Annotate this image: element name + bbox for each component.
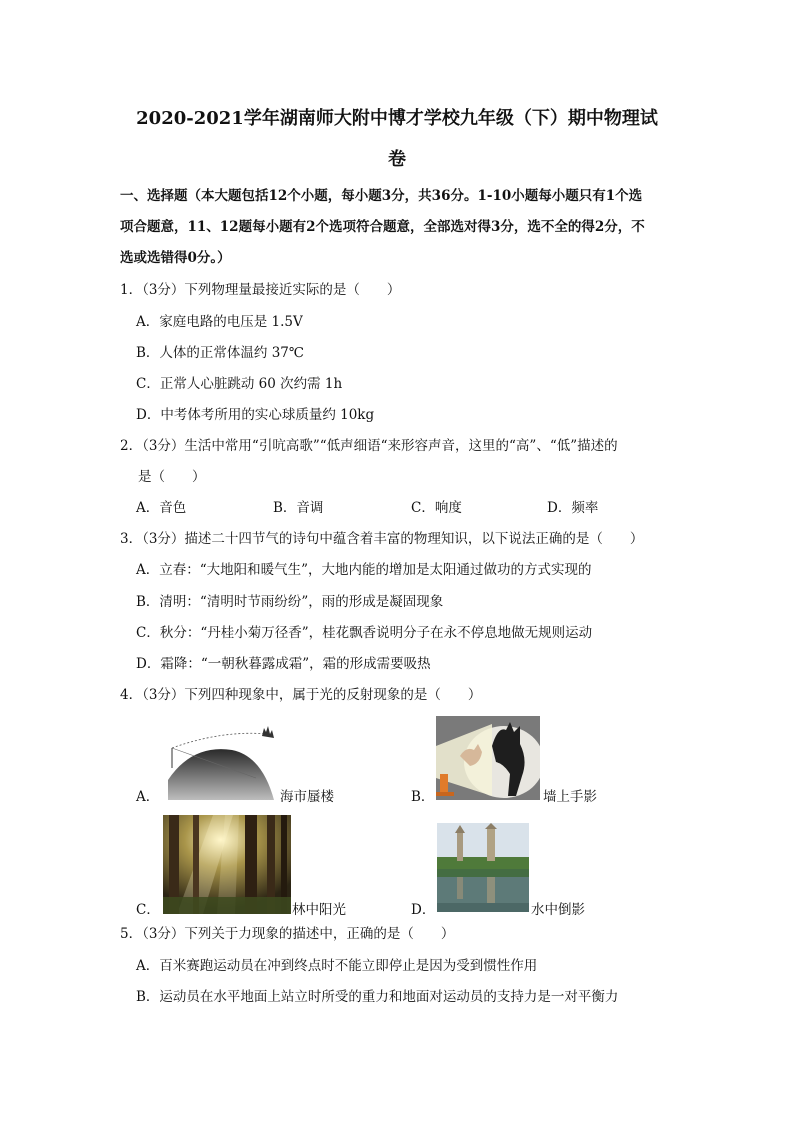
question-3-option-c: C．秋分：“丹桂小菊万径香”，桂花飘香说明分子在永不停息地做无规则运动: [136, 625, 593, 641]
question-3-stem: 3．（3分）描述二十四节气的诗句中蕴含着丰富的物理知识，以下说法正确的是（ ）: [120, 531, 644, 547]
hand-shadow-icon: [436, 716, 540, 800]
question-1-option-c: C．正常人心脏跳动 60 次约需 1h: [136, 376, 343, 392]
question-2-option-d: D．频率: [547, 500, 599, 516]
question-4-option-b-letter: B．: [411, 789, 435, 805]
question-5-option-a: A．百米赛跑运动员在冲到终点时不能立即停止是因为受到惯性作用: [136, 958, 538, 974]
question-1-option-b: B．人体的正常体温约 37℃: [136, 345, 304, 361]
section-header-line: 一、选择题（本大题包括12个小题，每小题3分，共36分。1-10小题每小题只有1个选: [120, 188, 643, 204]
question-1-option-d: D．中考体考所用的实心球质量约 10kg: [136, 407, 375, 423]
question-2-option-a: A．音色: [136, 500, 187, 516]
question-4-option-d-letter: D．: [411, 902, 436, 918]
question-5-stem: 5．（3分）下列关于力现象的描述中，正确的是（ ）: [120, 926, 455, 942]
section-header-line: 选或选错得0分。）: [120, 250, 231, 266]
question-4-option-d-caption: 水中倒影: [531, 902, 585, 918]
section-header: [120, 181, 680, 274]
question-4-option-a-caption: 海市蜃楼: [280, 789, 334, 805]
question-1-stem: 1．（3分）下列物理量最接近实际的是（ ）: [120, 282, 401, 298]
question-4-stem: 4．（3分）下列四种现象中，属于光的反射现象的是（ ）: [120, 687, 482, 703]
section-header-line: 项合题意，11、12题每小题有2个选项符合题意，全部选对得3分，选不全的得2分，不: [120, 219, 645, 235]
question-4-option-c-caption: 林中阳光: [292, 902, 346, 918]
forest-sunlight-icon: [163, 815, 291, 914]
question-4-option-b-caption: 墙上手影: [543, 789, 597, 805]
question-2-option-b: B．音调: [273, 500, 324, 516]
question-3-option-b: B．清明：“清明时节雨纷纷”，雨的形成是凝固现象: [136, 594, 444, 610]
question-3-option-a: A．立春：“大地阳和暖气生”，大地内能的增加是太阳通过做功的方式实现的: [136, 562, 592, 578]
question-4-option-c-letter: C．: [136, 902, 160, 918]
question-5-option-b: B．运动员在水平地面上站立时所受的重力和地面对运动员的支持力是一对平衡力: [136, 989, 619, 1005]
question-2-stem-continuation: 是（ ）: [138, 469, 206, 485]
question-2-stem: 2．（3分）生活中常用“引吭高歌”“低声细语“来形容声音，这里的“高”、“低”描述的: [120, 438, 618, 454]
water-reflection-icon: [437, 823, 529, 912]
page-title: 2020-2021学年湖南师大附中博才学校九年级（下）期中物理试: [136, 108, 658, 129]
page-title-continuation: 卷: [388, 149, 406, 170]
question-4-option-a-letter: A．: [136, 789, 160, 805]
mirage-icon: [162, 722, 278, 802]
question-2-option-c: C．响度: [411, 500, 462, 516]
question-1-option-a: A．家庭电路的电压是 1.5V: [136, 314, 303, 330]
question-3-option-d: D．霜降：“一朝秋暮露成霜”，霜的形成需要吸热: [136, 656, 431, 672]
